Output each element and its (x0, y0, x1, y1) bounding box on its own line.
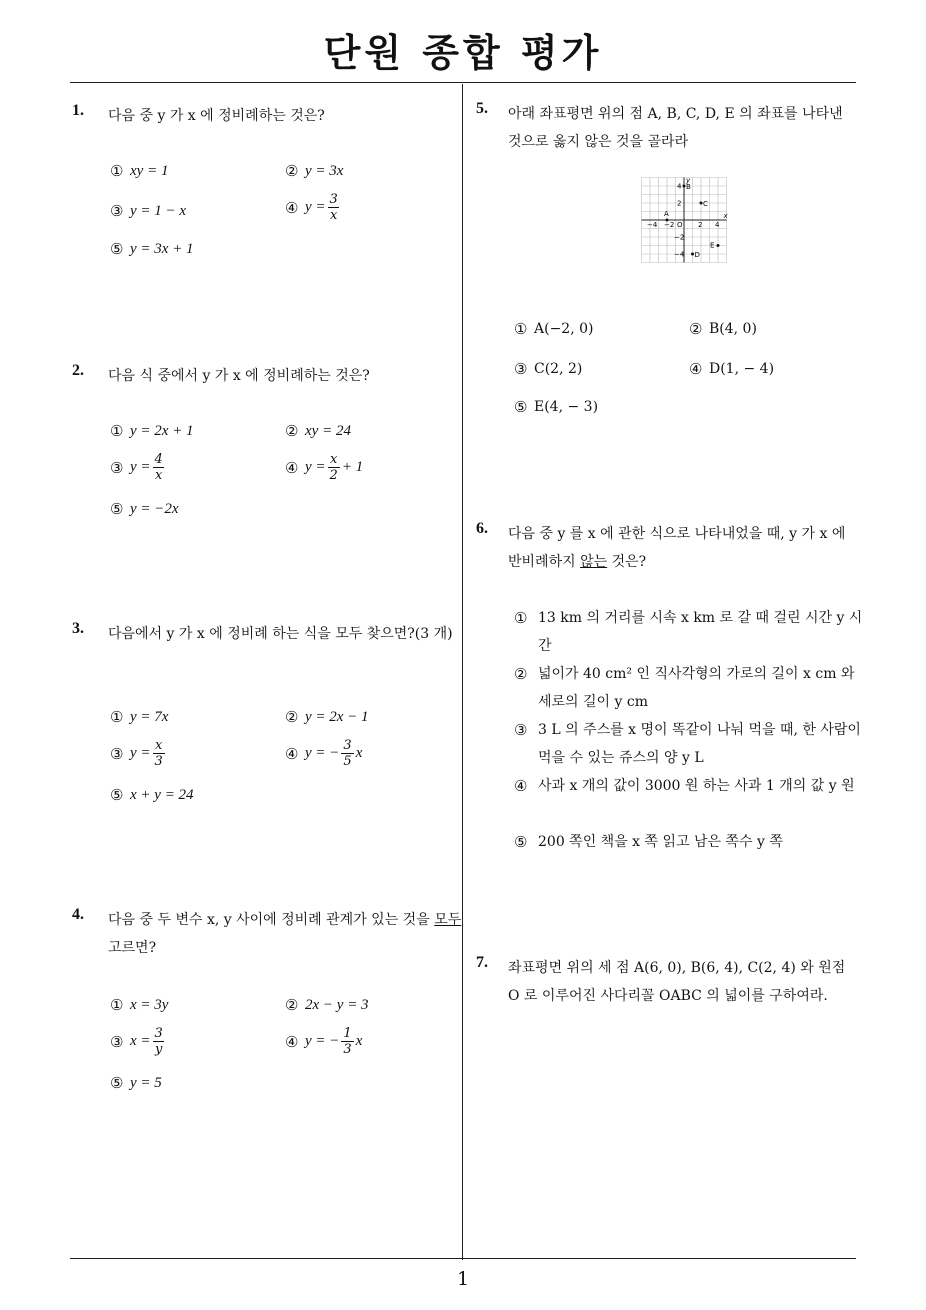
option-1[interactable]: ① y = 7x (110, 708, 169, 726)
x-axis-label: x (723, 212, 728, 220)
option-1[interactable]: ① A(−2, 0) (514, 320, 594, 338)
question-number: 7. (476, 954, 488, 971)
point-label: B (686, 183, 691, 191)
option-1[interactable]: ① xy = 1 (110, 162, 169, 180)
option-3[interactable]: ③ y = $\frac{x}{3}$ (110, 738, 163, 769)
x-tick-label: −4 (647, 221, 658, 229)
point-label: A (664, 210, 669, 218)
coordinate-plane-graph (638, 174, 730, 266)
x-tick-label: −2 (664, 221, 675, 229)
option-2[interactable]: ② 넓이가 40 cm² 인 직사각형의 가로의 길이 x cm 와 세로의 길이 y cm (514, 665, 855, 710)
option-3[interactable]: ③ y = 1 − x (110, 202, 187, 220)
option-2[interactable]: ② y = 3x (285, 162, 344, 180)
fraction: $\frac{1}{3}$ (343, 1026, 352, 1057)
question-number: 6. (476, 520, 488, 537)
option-3[interactable]: ③ y = $\frac{4}{x}$ (110, 452, 163, 483)
option-3[interactable]: ③ x = $\frac{3}{y}$ (110, 1026, 163, 1057)
y-tick-label: 4 (677, 182, 682, 191)
y-tick-label: −4 (674, 250, 685, 259)
question-text: 다음 중 y 를 x 에 관한 식으로 나타내었을 때, y 가 x 에 반비례하지 않는 것은? (508, 526, 846, 570)
fraction: $\frac{4}{x}$ (154, 452, 163, 483)
option-2[interactable]: ② 2x − y = 3 (285, 996, 369, 1014)
fraction: $\frac{x}{3}$ (154, 738, 163, 769)
fraction: $\frac{x}{2}$ (329, 452, 338, 483)
question-text: 다음 중 두 변수 x, y 사이에 정비례 관계가 있는 것을 모두 고르면? (108, 912, 462, 956)
option-5[interactable]: ⑤ x + y = 24 (110, 786, 194, 804)
option-2[interactable]: ② y = 2x − 1 (285, 708, 369, 726)
option-4[interactable]: ④ y = $\frac{x}{2}$ + 1 (285, 452, 364, 483)
page-title: 단원 종합 평가 (323, 31, 603, 75)
point-label: D (694, 251, 700, 259)
question-number: 2. (72, 362, 84, 379)
option-4[interactable]: ④ y = − $\frac{3}{5}$ x (285, 738, 363, 769)
question-text: 다음 식 중에서 y 가 x 에 정비례하는 것은? (108, 368, 370, 384)
question-number: 1. (72, 102, 84, 119)
option-2[interactable]: ② xy = 24 (285, 422, 351, 440)
option-5[interactable]: ⑤ 200 쪽인 책을 x 쪽 읽고 남은 쪽수 y 쪽 (514, 833, 783, 851)
x-tick-label: 2 (698, 221, 703, 229)
option-5[interactable]: ⑤ E(4, − 3) (514, 398, 599, 416)
option-1[interactable]: ① y = 2x + 1 (110, 422, 194, 440)
top-rule (70, 82, 856, 83)
column-divider (462, 84, 463, 1260)
fraction: $\frac{3}{x}$ (329, 192, 338, 223)
point-label: E (710, 241, 715, 250)
page-number: 1 (456, 1268, 470, 1290)
option-4[interactable]: ④ D(1, − 4) (689, 360, 775, 378)
question-text: 다음에서 y 가 x 에 정비례 하는 식을 모두 찾으면?(3 개) (108, 626, 453, 642)
origin-label: O (677, 221, 683, 229)
question-text: 아래 좌표평면 위의 점 A, B, C, D, E 의 좌표를 나타낸 것으로 옳지 않은 것을 골라라 (508, 106, 843, 150)
option-4[interactable]: ④ y = − $\frac{1}{3}$ x (285, 1026, 363, 1057)
option-5[interactable]: ⑤ y = −2x (110, 500, 179, 518)
underlined-word: 않는 (580, 554, 608, 570)
y-axis-label: y (686, 176, 691, 185)
question-text: 좌표평면 위의 세 점 A(6, 0), B(6, 4), C(2, 4) 와 원점 O 로 이루어진 사다리꼴 OABC 의 넓이를 구하여라. (508, 960, 846, 1004)
question-number: 4. (72, 906, 84, 923)
point-label: C (703, 200, 708, 208)
option-3[interactable]: ③ 3 L 의 주스를 x 명이 똑같이 나눠 먹을 때, 한 사람이 먹을 수 있는 쥬스의 양 y L (514, 721, 861, 766)
underlined-word: 모두 (434, 912, 462, 928)
option-1[interactable]: ① 13 km 의 거리를 시속 x km 로 갈 때 걸린 시간 y 시간 (514, 609, 863, 654)
option-3[interactable]: ③ C(2, 2) (514, 360, 583, 378)
question-number: 5. (476, 100, 488, 117)
bottom-rule (70, 1258, 856, 1259)
y-tick-label: −2 (674, 233, 685, 242)
point-marker (717, 244, 720, 247)
option-5[interactable]: ⑤ y = 3x + 1 (110, 240, 194, 258)
option-2[interactable]: ② B(4, 0) (689, 320, 757, 338)
question-text: 다음 중 y 가 x 에 정비례하는 것은? (108, 108, 325, 124)
option-4[interactable]: ④ y = $\frac{3}{x}$ (285, 192, 338, 223)
question-number: 3. (72, 620, 84, 637)
option-1[interactable]: ① x = 3y (110, 996, 169, 1014)
x-tick-label: 4 (715, 221, 720, 229)
fraction: $\frac{3}{y}$ (154, 1026, 163, 1057)
option-5[interactable]: ⑤ y = 5 (110, 1074, 162, 1092)
fraction: $\frac{3}{5}$ (343, 738, 352, 769)
point-marker (666, 219, 669, 222)
y-tick-label: 2 (677, 199, 682, 208)
option-4[interactable]: ④ 사과 x 개의 값이 3000 원 하는 사과 1 개의 값 y 원 (514, 777, 855, 795)
